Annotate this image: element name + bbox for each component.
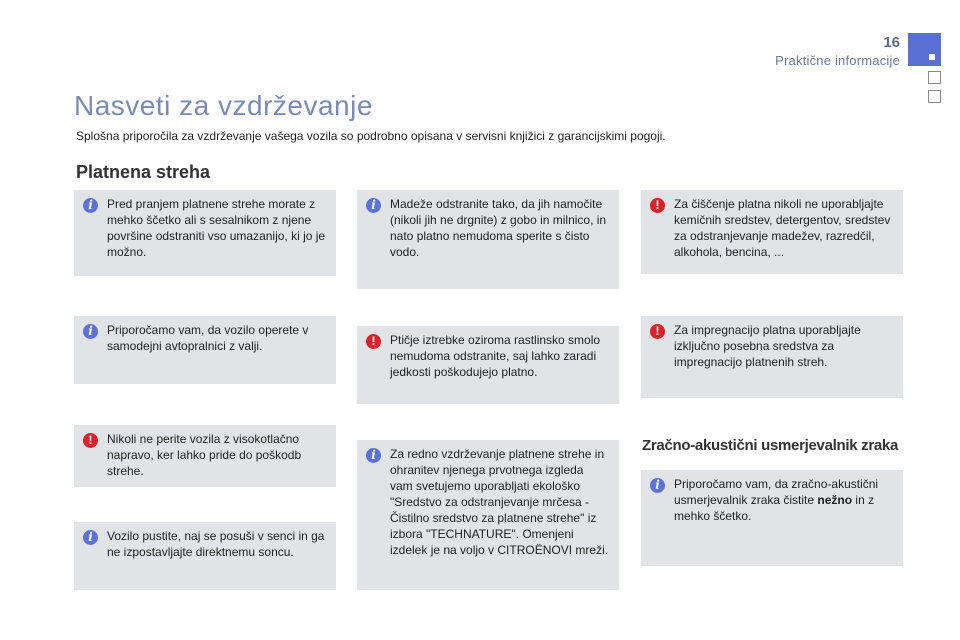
box-text: Vozilo pustite, naj se posuši v senci in ga ne izpostavljajte direktnemu soncu.	[107, 529, 325, 559]
page-number: 16	[883, 34, 900, 51]
box-text: Pred pranjem platnene strehe morate z mehko ščetko ali s sesalnikom z njene površine odstraniti vso umazanijo, ki jo je možno.	[107, 197, 326, 259]
warning-box	[357, 326, 619, 404]
box-text: Ptičje iztrebke oziroma rastlinsko smolo nemudoma odstranite, saj lahko zaradi jedkosti poškodujejo platno.	[390, 333, 601, 379]
box-text-part: in z mehko ščetko.	[674, 493, 875, 523]
section-heading-zracno-akusticni: Zračno-akustični usmerjevalnik zraka	[642, 437, 898, 454]
box-text: Madeže odstranite tako, da jih namočite (nikoli jih ne drgnite) z gobo in milnico, in nato platno nemudoma sperite s čisto vodo.	[390, 197, 607, 259]
box-text: Za čiščenje platna nikoli ne uporabljajte kemičnih sredstev, detergentov, sredstev za odstranjevanje madežev, razredčil, alkohola, bencina, ...	[674, 197, 891, 259]
warning-icon: !	[650, 198, 665, 213]
info-icon: i	[83, 530, 98, 545]
tab-dot	[929, 54, 935, 60]
box-text-part: Priporočamo vam, da zračno-akustični usmerjevalnik zraka čistite	[674, 477, 879, 507]
info-box	[357, 190, 619, 289]
page-title: Nasveti za vzdrževanje	[74, 90, 373, 121]
info-box	[74, 190, 336, 276]
box-text: Nikoli ne perite vozila z visokotlačno napravo, ker lahko pride do poškodb strehe.	[107, 432, 302, 478]
section-heading-platnena-streha: Platnena streha	[76, 162, 211, 182]
page-subtitle: Splošna priporočila za vzdrževanje vašega vozila so podrobno opisana v servisni knjižici z garancijskimi pogoji.	[76, 129, 666, 143]
warning-icon: !	[650, 324, 665, 339]
warning-icon: !	[366, 334, 381, 349]
warning-icon: !	[83, 433, 98, 448]
chapter-tab[interactable]	[928, 71, 941, 84]
box-text: Za impregnacijo platna uporabljajte izključno posebna sredstva za impregnacijo platnenih streh.	[674, 323, 861, 369]
box-text: Priporočamo vam, da vozilo operete v samodejni avtopralnici z valji.	[107, 323, 309, 353]
info-box	[357, 440, 619, 590]
info-box	[74, 522, 336, 590]
info-icon: i	[366, 448, 381, 463]
info-icon: i	[366, 198, 381, 213]
info-icon: i	[83, 198, 98, 213]
emphasis-text: nežno	[817, 493, 853, 507]
info-icon: i	[650, 478, 665, 493]
info-icon: i	[83, 324, 98, 339]
warning-box	[641, 316, 903, 398]
info-box	[74, 316, 336, 384]
warning-box	[74, 425, 336, 487]
info-box	[641, 470, 903, 566]
box-text	[674, 477, 878, 523]
chapter-tab-active[interactable]	[908, 33, 941, 66]
warning-box	[641, 190, 903, 274]
box-text: Za redno vzdrževanje platnene strehe in ohranitev njenega prvotnega izgleda vam svetujemo uporabljati ekološko "Sredstvo za odstranjevanje mrčesa - Čistilno sredstvo za platnene strehe" iz izbora "TECHNATURE". Omenjeni izdelek je na voljo v CITROËNOVI mreži.	[390, 447, 609, 557]
chapter-tab[interactable]	[928, 90, 941, 103]
section-name: Praktične informacije	[775, 53, 900, 68]
